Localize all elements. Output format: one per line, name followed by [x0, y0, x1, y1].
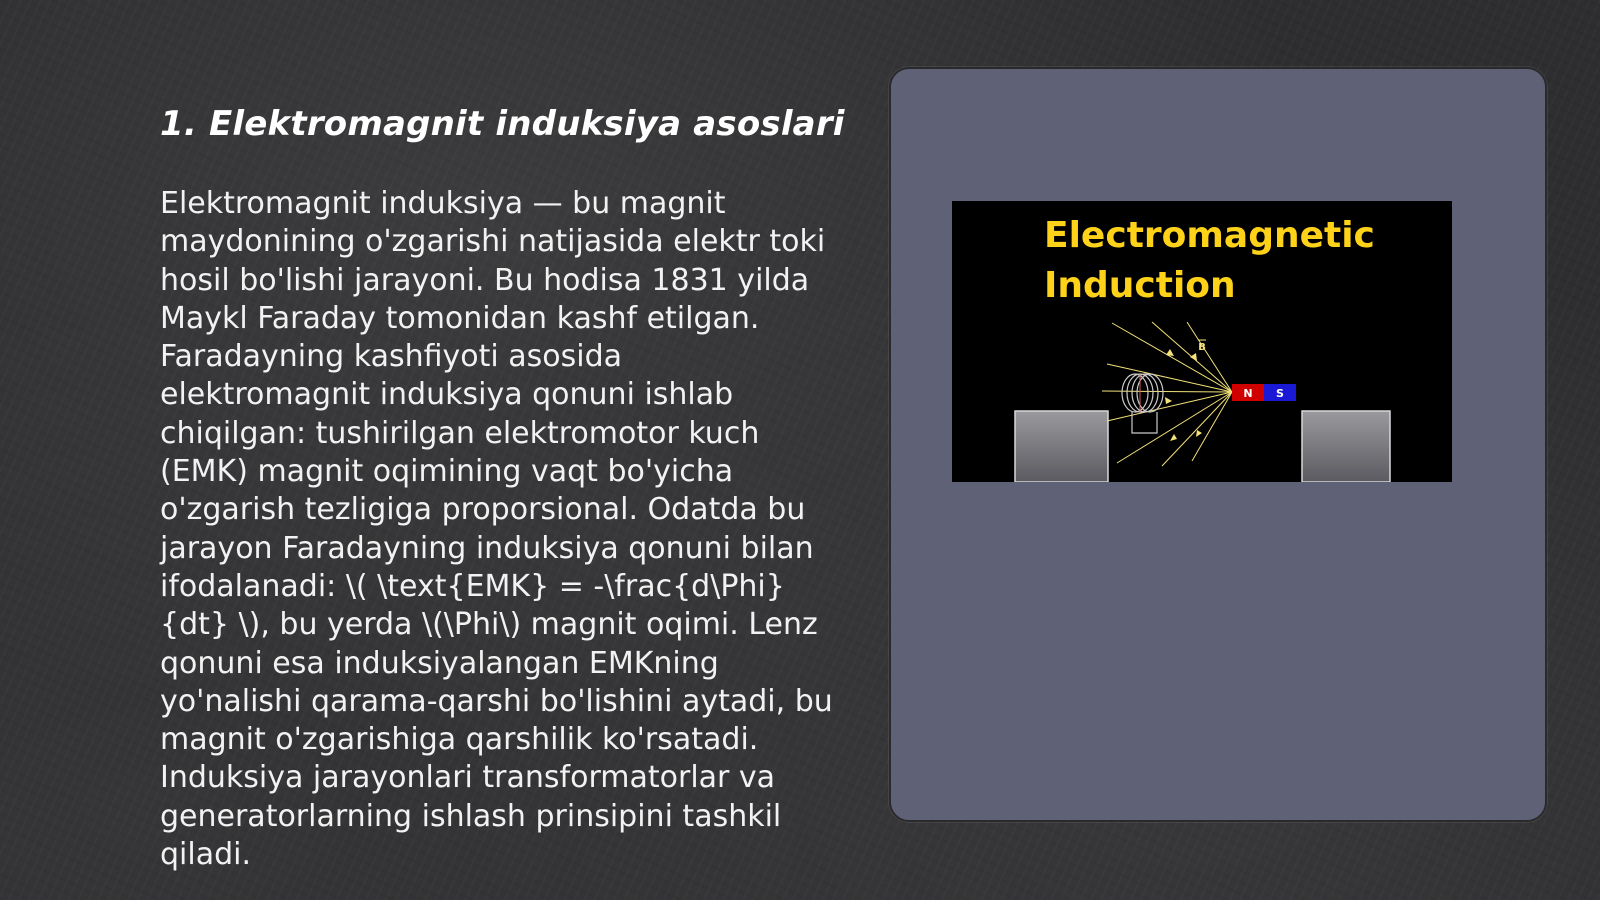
magnet-north-label: N	[1243, 387, 1253, 400]
coil	[1122, 374, 1163, 433]
slide-title: 1. Elektromagnit induksiya asoslari	[160, 104, 845, 144]
right-pedestal	[1302, 411, 1390, 482]
media-card	[889, 67, 1547, 822]
video-title-line1: Electromagnetic	[1044, 215, 1375, 256]
video-title-line2: Induction	[1044, 265, 1236, 306]
field-arrows	[1165, 349, 1202, 441]
left-pedestal	[1015, 411, 1108, 482]
video-title	[1044, 211, 1375, 311]
slide-body-text: Elektromagnit induksiya — bu magnit maydonining o'zgarishi natijasida elektr toki hosil bo'lishi jarayoni. Bu hodisa 1831 yilda Maykl Faraday tomonidan kashf etilgan. Faradayning kashfiyoti asosida elektromagnit induksiya qonuni ishlab chiqilgan: tushirilgan elektromotor kuch (EMK) magnit oqimining vaqt bo'yicha o'zgarish tezligiga proporsional. Odatda bu jarayon Faradayning induksiya qonuni bilan ifodalanadi: \( \text{EMK} = -\frac{d\Phi}{dt} \), bu yerda \(\Phi\) magnit oqimi. Lenz qonuni esa induksiyalangan EMKning yo'nalishi qarama-qarshi bo'lishini aytadi, bu magnit o'zgarishiga qarshilik ko'rsatadi. Induksiya jarayonlari transformatorlar va generatorlarning ishlash prinsipini tashkil qiladi.	[160, 186, 833, 873]
field-label: B	[1198, 342, 1206, 353]
magnet-south-label: S	[1276, 387, 1284, 400]
video-thumbnail[interactable]	[952, 201, 1452, 482]
